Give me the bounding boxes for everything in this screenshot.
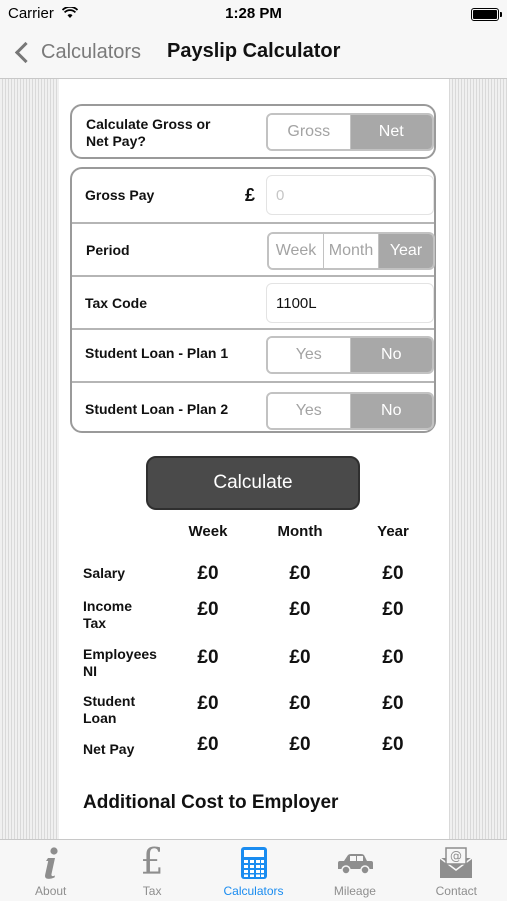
tab-mileage-label: Mileage <box>333 884 376 898</box>
result-label-student-loan: Student Loan <box>83 693 136 726</box>
student-loan-plan1-row <box>72 328 434 381</box>
battery-icon <box>471 8 499 21</box>
info-icon <box>38 844 64 882</box>
month-segment[interactable]: Month <box>323 234 378 268</box>
status-bar <box>0 0 507 28</box>
gross-pay-row <box>72 169 434 222</box>
income-tax-year-value: £0 <box>382 599 404 620</box>
navigation-bar <box>0 28 507 79</box>
column-header-month: Month <box>277 523 323 540</box>
pay-details-card <box>70 167 436 433</box>
gross-net-card <box>70 104 436 159</box>
back-button[interactable] <box>14 36 141 68</box>
calculator-icon <box>240 844 268 882</box>
net-segment[interactable]: Net <box>350 115 433 149</box>
salary-week-value: £0 <box>197 563 219 584</box>
period-label: Period <box>86 242 130 258</box>
chevron-left-icon <box>15 41 36 62</box>
week-segment[interactable]: Week <box>269 234 323 268</box>
tab-mileage[interactable] <box>304 840 405 901</box>
result-label-net-pay: Net Pay <box>83 741 135 757</box>
tab-calculators[interactable] <box>203 840 304 901</box>
tab-about[interactable] <box>0 840 101 901</box>
income-tax-month-value: £0 <box>289 599 311 620</box>
tax-code-input[interactable] <box>266 283 434 323</box>
income-tax-week-value: £0 <box>197 599 219 620</box>
tab-contact[interactable] <box>406 840 507 901</box>
employees-ni-year-value: £0 <box>382 647 404 668</box>
period-segmented-control <box>267 232 435 270</box>
plan2-no-segment[interactable]: No <box>350 394 433 428</box>
result-label-income-tax: Income Tax <box>83 598 133 631</box>
gross-pay-input[interactable] <box>266 175 434 215</box>
carrier-label: Carrier <box>8 5 54 22</box>
net-pay-year-value: £0 <box>382 734 404 755</box>
tab-tax[interactable] <box>101 840 202 901</box>
page-title: Payslip Calculator <box>167 40 341 62</box>
tab-contact-label: Contact <box>435 884 477 898</box>
pound-icon: £ <box>140 842 164 883</box>
student-loan-week-value: £0 <box>197 693 219 714</box>
student-loan-year-value: £0 <box>382 693 404 714</box>
employees-ni-week-value: £0 <box>197 647 219 668</box>
period-row <box>72 222 434 275</box>
gross-net-segmented-control <box>266 113 434 151</box>
car-icon <box>335 844 375 882</box>
salary-year-value: £0 <box>382 563 404 584</box>
tax-code-row <box>72 275 434 328</box>
contact-mail-icon <box>438 844 474 882</box>
svg-text:@: @ <box>450 849 463 863</box>
result-label-salary: Salary <box>83 565 126 581</box>
student-loan-plan1-label: Student Loan - Plan 1 <box>85 345 229 361</box>
salary-month-value: £0 <box>289 563 311 584</box>
net-pay-week-value: £0 <box>197 734 219 755</box>
column-header-week: Week <box>188 523 228 540</box>
clock: 1:28 PM <box>225 5 282 22</box>
tab-tax-label: Tax <box>142 884 162 898</box>
tab-about-label: About <box>35 884 67 898</box>
student-loan-plan2-toggle <box>266 392 434 430</box>
calculate-button[interactable]: Calculate <box>146 456 360 510</box>
plan2-yes-segment[interactable]: Yes <box>268 394 350 428</box>
pound-sign: £ <box>245 185 256 205</box>
plan1-yes-segment[interactable]: Yes <box>268 338 350 372</box>
tax-code-value: 1100L <box>276 294 317 312</box>
gross-segment[interactable]: Gross <box>268 115 350 149</box>
scroll-content[interactable] <box>59 79 449 839</box>
student-loan-plan2-row <box>72 381 434 431</box>
student-loan-plan1-toggle <box>266 336 434 374</box>
student-loan-plan2-label: Student Loan - Plan 2 <box>85 401 229 417</box>
result-label-employees-ni: Employees NI <box>83 646 157 679</box>
additional-cost-heading: Additional Cost to Employer <box>83 792 339 813</box>
net-pay-month-value: £0 <box>289 734 311 755</box>
plan1-no-segment[interactable]: No <box>350 338 433 372</box>
tax-code-label: Tax Code <box>85 295 147 311</box>
gross-pay-placeholder: 0 <box>276 186 285 204</box>
employees-ni-month-value: £0 <box>289 647 311 668</box>
gross-net-label: Calculate Gross or Net Pay? <box>86 116 211 149</box>
tab-calculators-label: Calculators <box>223 884 284 898</box>
gross-pay-label: Gross Pay <box>85 187 155 203</box>
back-button-label: Calculators <box>41 40 142 63</box>
student-loan-month-value: £0 <box>289 693 311 714</box>
year-segment[interactable]: Year <box>378 234 433 268</box>
column-header-year: Year <box>377 523 409 540</box>
tab-bar <box>0 839 507 901</box>
